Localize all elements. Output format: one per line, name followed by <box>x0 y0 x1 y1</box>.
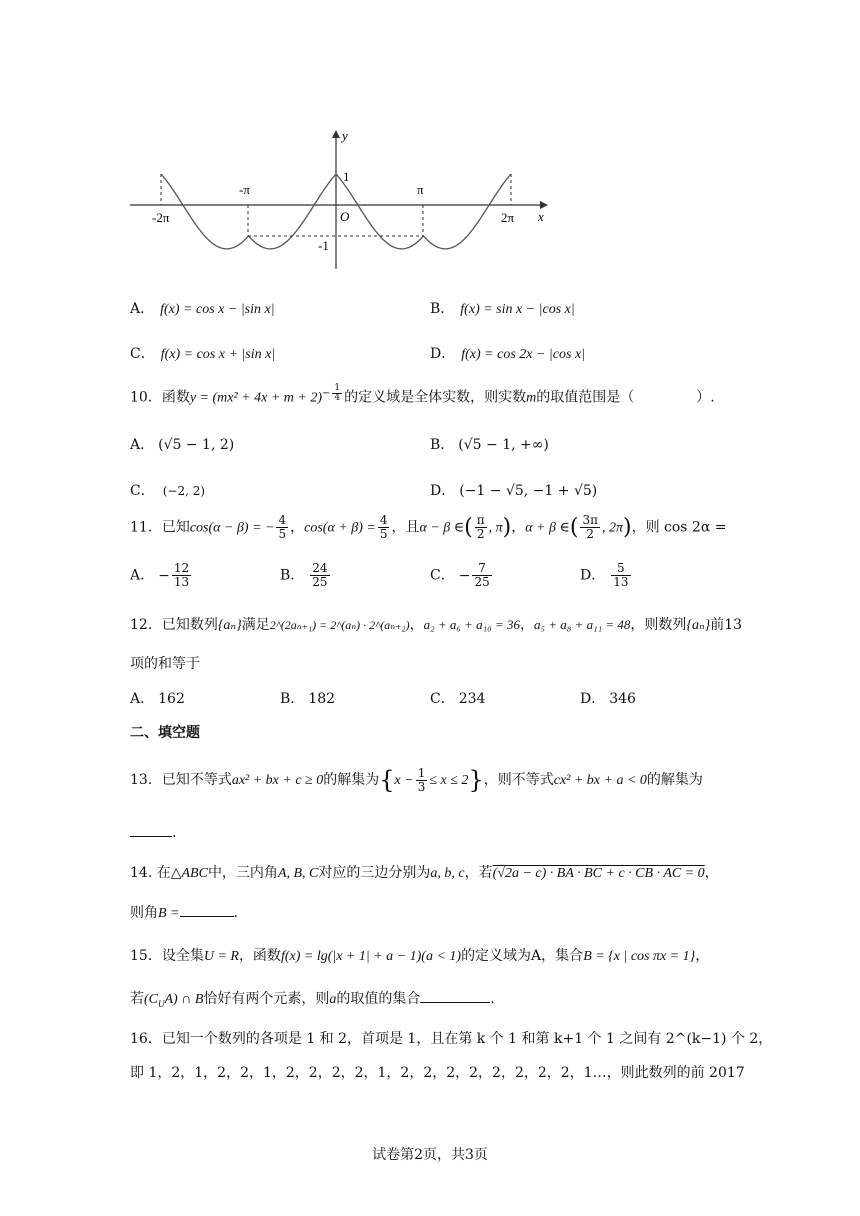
q12-option-a[interactable] <box>130 688 185 708</box>
q12-sep2: ， <box>519 617 534 633</box>
option-den: 13 <box>613 575 629 589</box>
q15-line2-post: 的取值的集合 <box>336 991 421 1007</box>
q11-cos2: cos(α + β) = <box>304 520 376 536</box>
option-label: D． <box>580 691 606 707</box>
q12-line2: 项的和等于 <box>130 656 200 672</box>
q15-line2-sub: U <box>158 998 165 1009</box>
answer-blank[interactable] <box>130 822 172 837</box>
q11-f3-d: 2 <box>476 527 485 541</box>
q10-stem-end: 的取值范围是（ <box>536 389 635 406</box>
q15-stem <box>130 945 709 965</box>
q15-setb: B = {x | cos πx = 1} <box>583 949 696 964</box>
q10-formula: y = (mx² + 4x + m + 2) <box>189 390 323 406</box>
q14-line2-end: . <box>233 905 238 921</box>
q14-stem <box>130 862 719 882</box>
q16-line1: 16．已知一个数列的各项是 1 和 2，首项是 1，且在第 k 个 1 和第 k+1 个 1 之间有 2^(k−1) 个 2， <box>130 1031 773 1047</box>
q11-f2-d: 5 <box>379 527 388 541</box>
option-text: 234 <box>458 691 486 707</box>
option-text: 162 <box>158 691 185 707</box>
q9-option-b[interactable] <box>430 298 575 318</box>
q14-line2 <box>130 902 238 922</box>
q12-stem-mid1: 满足 <box>241 617 270 633</box>
q15-line2-mid: 恰好有两个元素，则 <box>203 991 330 1007</box>
option-num: 24 <box>312 561 328 575</box>
q11-stem: 11．已知cos(α − β) = − $\frac{4}{5}$ ，cos(α + β) = $\frac{4}{5}$ ，且α − β ∈( $\frac{\pi}{2}$ , π)，α + β ∈( $\frac{3\pi}{2}$ , 2π)，则 cos 2α = <box>130 513 727 541</box>
q10-option-b[interactable] <box>430 434 549 454</box>
q14-stem-mid2: 对应的三边分别为 <box>318 865 431 881</box>
option-label: B． <box>430 301 455 317</box>
q11-option-a[interactable] <box>130 562 193 589</box>
q9-option-a[interactable] <box>130 298 275 318</box>
option-sign: − <box>158 567 170 584</box>
q12-option-d[interactable] <box>580 688 636 708</box>
q11-sep2: ，且 <box>391 519 420 536</box>
q12-seq2: {aₙ} <box>686 618 711 633</box>
q14-stem-pre: 14. 在 <box>130 865 171 881</box>
option-label: B． <box>280 567 305 584</box>
option-sign: − <box>458 567 471 584</box>
q13-stem: 13．已知不等式ax² + bx + c ≥ 0的解集为{x − $\frac{1}{3}$ ≤ x ≤ 2}，则不等式cx² + bx + a < 0的解集为 <box>130 765 703 794</box>
option-den: 25 <box>312 575 328 589</box>
q15-stem-mid2: 的定义域为A，集合 <box>461 948 584 964</box>
q10-stem-pre: 10．函数 <box>130 389 190 406</box>
q15-u: U = R <box>203 949 239 964</box>
q13-ineq2: cx² + bx + a < 0 <box>553 773 647 788</box>
q12-eq3: a₅ + a₈ + a₁₁ = 48 <box>533 617 631 632</box>
q11-int1-post: , π <box>488 520 503 536</box>
q14-sides: a, b, c <box>430 866 465 881</box>
q12-option-b[interactable] <box>280 688 335 708</box>
q11-option-d[interactable] <box>580 562 633 589</box>
q9-option-c[interactable] <box>130 343 275 363</box>
label-pi: π <box>417 182 424 197</box>
q13-ineq1: ax² + bx + c ≥ 0 <box>231 773 324 788</box>
q15-line2-end: . <box>490 991 495 1007</box>
option-label: A． <box>130 437 155 453</box>
q12-stem <box>130 614 742 634</box>
q13-stem-mid2: ，则不等式 <box>483 772 554 788</box>
q11-sep1: ， <box>290 519 305 536</box>
label-neg-one: -1 <box>318 238 329 253</box>
label-neg-2pi: -2π <box>152 210 170 225</box>
q11-stem-end: ，则 cos 2α = <box>631 519 727 536</box>
q12-eq1: 2^(2aₙ₊₁) = 2^(aₙ) · 2^(aₙ₊₂) <box>269 618 410 632</box>
q11-f1-d: 5 <box>278 527 287 541</box>
formula: f(x) = cos x − |sin x| <box>160 302 275 317</box>
q11-option-b[interactable] <box>280 562 332 589</box>
q15-line2-expr2: A) ∩ B <box>164 992 204 1007</box>
option-label: A． <box>130 567 155 584</box>
q10-exp-sign: − <box>322 388 331 399</box>
option-label: C． <box>430 567 455 584</box>
q12-stem-end: 前13 <box>710 617 743 633</box>
q10-stem <box>130 384 715 407</box>
q11-f2-n: 4 <box>379 513 388 527</box>
option-text: 182 <box>308 691 336 707</box>
q14-stem-mid3: ，若 <box>464 865 493 881</box>
label-neg-pi: -π <box>239 182 250 197</box>
q14-stem-mid: 中，三内角 <box>207 865 278 881</box>
answer-blank[interactable] <box>180 902 234 917</box>
option-label: C． <box>430 691 455 707</box>
q11-int2-pre: α + β ∈ <box>525 520 570 536</box>
q10-option-a[interactable] <box>130 434 234 454</box>
q14-stem-end: ， <box>704 865 719 881</box>
q12-stem-mid2: ，则数列 <box>630 617 687 633</box>
option-den: 13 <box>173 575 190 589</box>
q15-stem-mid: ，函数 <box>238 948 281 964</box>
q13-set-post: ≤ x ≤ 2 <box>429 773 469 788</box>
q11-f3-n: π <box>476 513 485 527</box>
q14-eq: (√2a − c) · BA · BC + c · CB · AC = 0 <box>492 866 705 881</box>
option-label: C． <box>130 483 155 499</box>
q10-stem-close: ）. <box>696 389 715 406</box>
option-text: (−1 − √5, −1 + √5) <box>459 483 598 499</box>
q11-sep3: ， <box>511 519 526 536</box>
formula: f(x) = cos x + |sin x| <box>160 347 276 362</box>
option-text: 346 <box>609 691 636 707</box>
option-text: (−2, 2) <box>162 484 206 498</box>
q10-exp-den: 4 <box>334 393 341 403</box>
q14-line2-pre: 则角 <box>130 905 158 921</box>
q14-angles: A, B, C <box>277 866 319 881</box>
option-num: 12 <box>173 561 190 575</box>
answer-blank[interactable] <box>420 988 490 1003</box>
option-num: 5 <box>611 562 630 576</box>
option-num: 7 <box>472 562 491 576</box>
q10-option-c[interactable] <box>130 480 205 500</box>
section-heading: 二、填空题 <box>130 725 200 741</box>
q11-int1-pre: α − β ∈ <box>419 520 465 536</box>
option-label: C． <box>130 346 155 362</box>
q15-line2-expr: (C <box>144 992 158 1007</box>
q13-set-pre: x − <box>394 773 414 788</box>
q10-var-m: m <box>526 390 537 406</box>
q14-tri: △ABC <box>170 866 208 881</box>
origin-label: O <box>340 209 350 224</box>
q12-eq2: a₂ + a₆ + a₁₀ = 36 <box>423 617 520 632</box>
option-label: D． <box>580 567 606 584</box>
q12-sep1: ， <box>409 617 424 633</box>
q12-option-c[interactable] <box>430 688 485 708</box>
option-label: D． <box>430 483 456 499</box>
label-one: 1 <box>343 169 350 184</box>
option-label: B． <box>430 437 455 453</box>
q13-f-d: 3 <box>417 779 426 794</box>
formula: f(x) = cos 2x − |cos x| <box>461 347 586 362</box>
q11-option-c[interactable] <box>430 562 494 589</box>
q15-line2-var: a <box>329 992 337 1007</box>
q11-f4-n: 3π <box>582 513 598 527</box>
q11-int2-post: , 2π <box>601 520 623 536</box>
q15-stem-pre: 15．设全集 <box>130 948 204 964</box>
q10-stem-post: 的定义域是全体实数，则实数 <box>344 389 527 406</box>
q13-f-n: 1 <box>417 765 426 780</box>
q15-line2 <box>130 988 495 1009</box>
q15-stem-end: ， <box>695 948 710 964</box>
option-label: A． <box>130 301 155 317</box>
q13-stem-pre: 13．已知不等式 <box>130 772 232 788</box>
q11-stem-pre: 11．已知 <box>130 519 190 536</box>
q12-seq: {aₙ} <box>217 618 242 633</box>
q10-exp-num: 1 <box>334 383 341 393</box>
formula: f(x) = sin x − |cos x| <box>460 302 575 317</box>
q11-cos1: cos(α − β) = − <box>189 520 275 536</box>
function-graph <box>120 124 560 272</box>
option-label: D． <box>430 346 456 362</box>
option-text: (√5 − 1, +∞) <box>458 437 549 453</box>
option-den: 25 <box>474 575 490 589</box>
x-label: x <box>538 209 544 224</box>
q11-f4-d: 2 <box>586 527 595 541</box>
option-text: (√5 − 1, 2) <box>158 437 235 453</box>
page-footer: 试卷第2页，共3页 <box>372 1147 488 1163</box>
y-axis-arrow <box>332 130 340 138</box>
q15-f: f(x) = lg(|x + 1| + a − 1)(a < 1) <box>280 949 462 964</box>
x-axis-arrow <box>540 201 548 209</box>
q9-option-d[interactable] <box>430 343 585 363</box>
q13-stem-mid: 的解集为 <box>323 772 380 788</box>
option-label: B． <box>280 691 305 707</box>
q13-answer-line[interactable] <box>130 822 176 841</box>
q15-line2-pre: 若 <box>130 991 144 1007</box>
q13-blank-end: . <box>172 825 177 841</box>
label-2pi: 2π <box>501 210 515 225</box>
q10-option-d[interactable] <box>430 480 597 500</box>
y-label: y <box>342 128 348 143</box>
q11-f1-n: 4 <box>278 513 287 527</box>
q14-line2-var: B = <box>158 906 180 921</box>
q13-stem-end: 的解集为 <box>646 772 703 788</box>
q16-line2: 即 1，2，1，2，2，1，2，2，2，2，1，2，2，2，2，2，2，2，2，1…，则此数列的前 2017 <box>130 1065 745 1081</box>
q12-stem-pre: 12．已知数列 <box>130 617 218 633</box>
option-label: A． <box>130 691 155 707</box>
